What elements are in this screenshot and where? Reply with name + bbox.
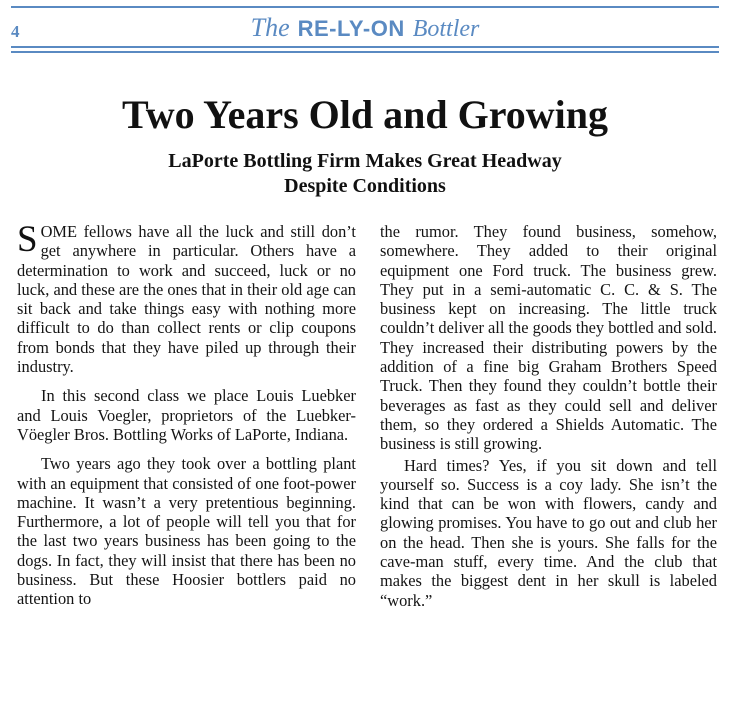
header-bottom-rule-2 xyxy=(11,51,719,53)
running-header xyxy=(11,6,719,58)
article-column-left xyxy=(17,219,356,609)
paragraph-3-continued: the rumor. They found business, somehow, somewhere. They added to their original equipment one Ford truck. The business grew. They put in a semi-automatic C. C. & S. The business kept on increasing. The little truck couldn’t deliver all the goods they bottled and sold. They increased their distributing powers by the addition of a fine big Graham Brothers Speed Truck. Then they found they couldn’t bottle their beverages as fast as they could sell and deliver them, so they ordered a Shields Automatic. The business is still growing. xyxy=(380,222,718,454)
paragraph-1 xyxy=(17,219,356,377)
header-top-rule xyxy=(11,6,719,8)
header-bottom-rule xyxy=(11,46,719,48)
article-subheadline xyxy=(0,149,730,199)
paragraph-2: In this second class we place Louis Luebker and Louis Voegler, proprietors of the Luebker-Vöegler Bros. Bottling Works of LaPorte, Indiana. xyxy=(17,386,356,444)
paragraph-4: Hard times? Yes, if you sit down and tell yourself so. Success is a coy lady. She isn’t the kind that can be won with flowers, candy and glowing promises. You have to go out and club her on the head. Then she is yours. She falls for the cave-man stuff, every time. And the club that makes the biggest dent in her skull is labeled “work.” xyxy=(380,455,717,610)
running-title xyxy=(11,13,719,47)
subheadline-line-1: LaPorte Bottling Firm Makes Great Headway xyxy=(168,150,562,172)
running-title-bottler: Bottler xyxy=(412,16,480,42)
drop-cap: S xyxy=(17,219,38,260)
subheadline-line-2: Despite Conditions xyxy=(284,175,446,197)
paragraph-3: Two years ago they took over a bottling plant with an equipment that consisted of one foot-power machine. It wasn’t a very pretentious beginning. Furthermore, a lot of people will tell you that for the last two years business has been going to the dogs. In fact, they will insist that there has been no business. But these Hoosier bottlers paid no attention to xyxy=(17,454,356,609)
running-title-magazine: RE-LY-ON xyxy=(297,16,405,41)
paragraph-1-text: OME fellows have all the luck and still don’t get anywhere in particular. Others have a determination to work and succeed, luck or no luck, and these are the ones that in their old age can sit back and take things easy with nothing more difficult to do than collect rents or clip coupons from bonds that they have piled up through their industry. xyxy=(17,222,356,377)
page-number: 4 xyxy=(11,22,20,41)
running-title-the: The xyxy=(250,13,290,42)
article-headline: Two Years Old and Growing xyxy=(122,92,608,137)
article-column-right xyxy=(380,222,717,610)
